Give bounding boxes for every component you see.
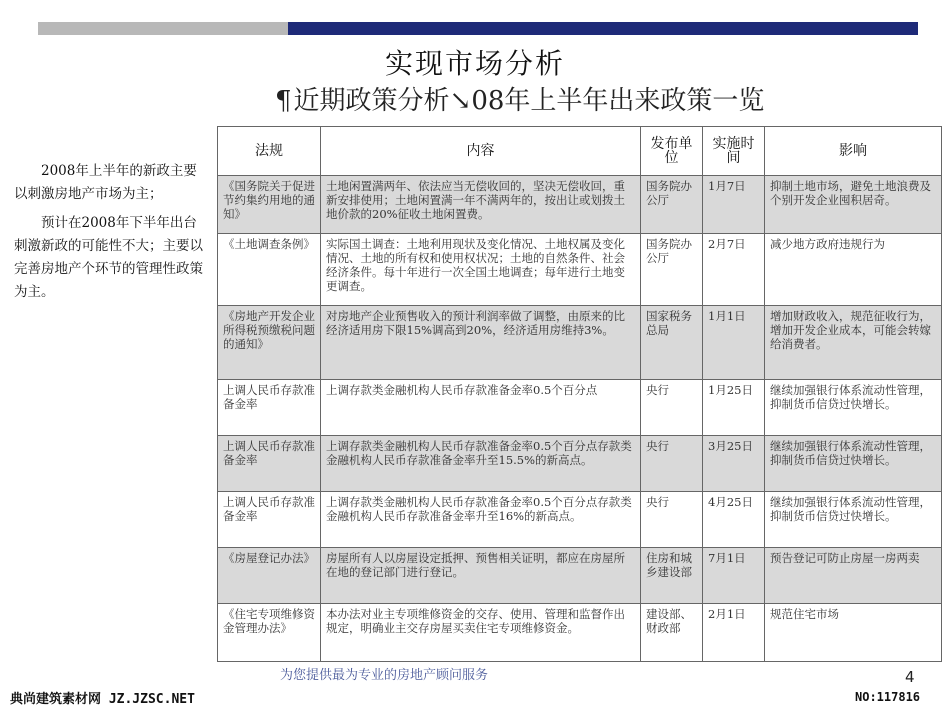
table-header-row bbox=[218, 127, 942, 176]
slide-subtitle bbox=[275, 80, 764, 117]
policy-table bbox=[217, 126, 942, 662]
table-row bbox=[218, 548, 942, 604]
cell-content: 上调存款类金融机构人民币存款准备金率0.5个百分点存款类金融机构人民币存款准备金率升至15.5%的新高点。 bbox=[321, 436, 641, 492]
cell-regulation: 《国务院关于促进节约集约用地的通知》 bbox=[218, 176, 321, 234]
footer-tagline: 为您提供最为专业的房地产顾问服务 bbox=[280, 668, 489, 683]
cell-regulation: 上调人民币存款准备金率 bbox=[218, 492, 321, 548]
header-regulation: 法规 bbox=[218, 127, 321, 176]
cell-content: 对房地产企业预售收入的预计利润率做了调整，由原来的比经济适用房下限15%调高到20%，经济适用房维持3%。 bbox=[321, 306, 641, 380]
cell-issuer: 国务院办公厅 bbox=[641, 234, 703, 306]
slide-title: 实现市场分析 bbox=[384, 47, 565, 80]
top-bar-navy-segment bbox=[288, 22, 918, 35]
cell-regulation: 《住宅专项维修资金管理办法》 bbox=[218, 604, 321, 662]
cell-issuer: 国家税务总局 bbox=[641, 306, 703, 380]
page-number: 4 bbox=[905, 668, 915, 686]
side-paragraph-1: 2008年上半年的新政主要以刺激房地产市场为主； bbox=[14, 163, 197, 202]
cell-regulation: 《房屋登记办法》 bbox=[218, 548, 321, 604]
header-impact: 影响 bbox=[765, 127, 942, 176]
cell-regulation: 《土地调查条例》 bbox=[218, 234, 321, 306]
cell-regulation: 上调人民币存款准备金率 bbox=[218, 380, 321, 436]
cell-issuer: 央行 bbox=[641, 492, 703, 548]
cell-content: 房屋所有人以房屋设定抵押、预售相关证明，都应在房屋所在地的登记部门进行登记。 bbox=[321, 548, 641, 604]
cell-date: 4月25日 bbox=[703, 492, 765, 548]
cell-impact: 规范住宅市场 bbox=[765, 604, 942, 662]
top-decor-bar bbox=[38, 22, 918, 35]
cell-content: 土地闲置满两年、依法应当无偿收回的，坚决无偿收回，重新安排使用；土地闲置满一年不满两年的，按出让或划拨土地价款的20%征收土地闲置费。 bbox=[321, 176, 641, 234]
header-content: 内容 bbox=[321, 127, 641, 176]
watermark-id: NO:117816 bbox=[855, 690, 921, 704]
cell-issuer: 建设部、财政部 bbox=[641, 604, 703, 662]
cell-regulation: 《房地产开发企业所得税预缴税问题的通知》 bbox=[218, 306, 321, 380]
cell-impact: 继续加强银行体系流动性管理，抑制货币信贷过快增长。 bbox=[765, 492, 942, 548]
table-row bbox=[218, 436, 942, 492]
watermark-site: 典尚建筑素材网 JZ.JZSC.NET bbox=[10, 692, 195, 707]
cell-impact: 预告登记可防止房屋一房两卖 bbox=[765, 548, 942, 604]
cell-impact: 抑制土地市场，避免土地浪费及个别开发企业囤积居奇。 bbox=[765, 176, 942, 234]
cell-content: 本办法对业主专项维修资金的交存、使用、管理和监督作出规定，明确业主交存房屋买卖住宅专项维修资金。 bbox=[321, 604, 641, 662]
cell-issuer: 央行 bbox=[641, 436, 703, 492]
cell-date: 1月1日 bbox=[703, 306, 765, 380]
side-summary bbox=[14, 160, 209, 310]
header-issuer: 发布单位 bbox=[641, 127, 703, 176]
cell-issuer: 央行 bbox=[641, 380, 703, 436]
cell-content: 上调存款类金融机构人民币存款准备金率0.5个百分点存款类金融机构人民币存款准备金率升至16%的新高点。 bbox=[321, 492, 641, 548]
cell-issuer: 住房和城乡建设部 bbox=[641, 548, 703, 604]
cell-date: 2月1日 bbox=[703, 604, 765, 662]
cell-date: 2月7日 bbox=[703, 234, 765, 306]
bullet-icon: ¶ bbox=[275, 86, 292, 116]
cell-impact: 继续加强银行体系流动性管理，抑制货币信贷过快增长。 bbox=[765, 436, 942, 492]
cell-content: 实际国土调查：土地利用现状及变化情况、土地权属及变化情况、土地的所有权和使用权状况；土地的自然条件、社会经济条件。每十年进行一次全国土地调查；每年进行土地变更调查。 bbox=[321, 234, 641, 306]
table-row bbox=[218, 380, 942, 436]
cell-impact: 增加财政收入，规范征收行为，增加开发企业成本，可能会转嫁给消费者。 bbox=[765, 306, 942, 380]
side-paragraph-2: 预计在2008年下半年出台刺激新政的可能性不大；主要以完善房地产个环节的管理性政策为主。 bbox=[14, 215, 203, 300]
cell-regulation: 上调人民币存款准备金率 bbox=[218, 436, 321, 492]
table-row bbox=[218, 234, 942, 306]
table-row bbox=[218, 492, 942, 548]
table-row bbox=[218, 604, 942, 662]
table-row bbox=[218, 306, 942, 380]
cell-date: 1月25日 bbox=[703, 380, 765, 436]
cell-date: 3月25日 bbox=[703, 436, 765, 492]
subtitle-text: 近期政策分析↘08年上半年出来政策一览 bbox=[293, 86, 765, 116]
cell-date: 7月1日 bbox=[703, 548, 765, 604]
cell-date: 1月7日 bbox=[703, 176, 765, 234]
cell-issuer: 国务院办公厅 bbox=[641, 176, 703, 234]
cell-impact: 继续加强银行体系流动性管理，抑制货币信贷过快增长。 bbox=[765, 380, 942, 436]
cell-content: 上调存款类金融机构人民币存款准备金率0.5个百分点 bbox=[321, 380, 641, 436]
table-row bbox=[218, 176, 942, 234]
cell-impact: 减少地方政府违规行为 bbox=[765, 234, 942, 306]
top-bar-grey-segment bbox=[38, 22, 288, 35]
header-effective-date: 实施时间 bbox=[703, 127, 765, 176]
